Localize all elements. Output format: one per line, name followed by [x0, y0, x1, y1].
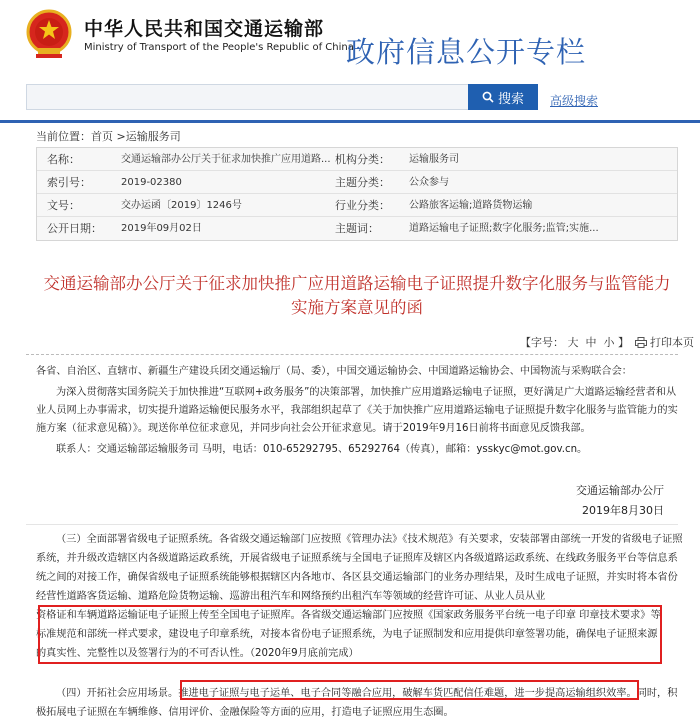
- info-value: 交通运输部办公厅关于征求加快推广应用道路...: [121, 154, 331, 165]
- breadcrumb-home[interactable]: 首页: [91, 130, 113, 143]
- breadcrumb-current[interactable]: 运输服务司: [125, 130, 181, 143]
- search-button[interactable]: [468, 84, 538, 110]
- breadcrumb-prefix: 当前位置：: [36, 130, 91, 143]
- site-header: [0, 0, 700, 80]
- search-input[interactable]: [26, 84, 468, 110]
- font-size-bracket: 】: [618, 336, 629, 349]
- font-size-control: [520, 334, 629, 350]
- info-key: 文号：: [47, 199, 80, 212]
- info-value: 交办运函〔2019〕1246号: [121, 200, 242, 211]
- signature-org: 交通运输部办公厅: [576, 484, 664, 497]
- toolbar-divider: [26, 354, 678, 355]
- info-row: [37, 171, 677, 194]
- search-button-label: 搜索: [497, 91, 524, 107]
- info-key: 名称：: [47, 153, 80, 166]
- search-icon: [482, 91, 494, 103]
- info-value: 2019-02380: [121, 177, 182, 188]
- font-size-label: 【字号：: [520, 336, 564, 349]
- section-4-paragraph: （四）开拓社会应用场景。推进电子证照与电子运单、电子合同等融合应用，破解车货匹配信任难题，进一步提高运输组织效率。同时，积极拓展电子证照在车辆维修、信用评价、金融保险等方面的应用，打造电子证照应用生态圈。: [36, 688, 678, 718]
- info-key: 公开日期：: [47, 222, 102, 235]
- article-toolbar: [520, 334, 694, 350]
- info-value: 公路旅客运输;道路货物运输: [409, 200, 533, 211]
- contact-paragraph: 联系人：交通运输部运输服务司 马明，电话：010-65292795、65292764（传真），邮箱：ysskyc@mot.gov.cn。: [56, 444, 588, 455]
- info-value: 2019年09月02日: [121, 223, 202, 234]
- signature-date: 2019年8月30日: [582, 504, 664, 517]
- search-bar: [0, 80, 700, 118]
- info-value: 运输服务司: [409, 154, 459, 165]
- info-row: [37, 194, 677, 217]
- ministry-name-cn: 中华人民共和国交通运输部: [84, 18, 325, 40]
- font-size-small[interactable]: 小: [603, 336, 615, 349]
- document-title: 交通运输部办公厅关于征求加快推广应用道路运输电子证照提升数字化服务与监管能力实施方案意见的函: [43, 274, 671, 317]
- info-key: 索引号：: [47, 176, 91, 189]
- breadcrumb: [36, 128, 181, 144]
- breadcrumb-separator: >: [113, 130, 126, 143]
- highlight-box: [38, 605, 662, 664]
- print-button[interactable]: [635, 334, 694, 350]
- section-3-highlighted-paragraph: 资格证和车辆道路运输证电子证照上传至全国电子证照库。各省级交通运输部门应按照《国家政务服务平台统一电子印章 印章技术要求》等标准规范和部统一样式要求，建设电子印章系统，对接本省份电子证照系统，为电子证照制发和应用提供印章签署功能，确保电子证照来源的真实性、完整性以及签署行为的不可否认性。（2020年9月底前完成）: [36, 610, 661, 659]
- info-value: 道路运输电子证照;数字化服务;监管;实施...: [409, 223, 599, 234]
- advanced-search-link[interactable]: 高级搜索: [550, 94, 599, 108]
- info-key: 主题词：: [335, 222, 379, 235]
- section-3-paragraph: （三）全面部署省级电子证照系统。各省级交通运输部门应按照《管理办法》《技术规范》有关要求，安装部署由部统一开发的省级电子证照系统，并升级改造辖区内各级道路运政系统，开展省级电子证照系统与全国电子证照库及辖区内各级道路运政系统、在线政务服务平台等信息系统之间的对接工作，确保省级电子证照系统能够根据辖区内各地市、各区县交通运输部门的业务办理结果，及时生成电子证照，并实时将本省份经营性道路客货运输、道路危险货物运输、巡游出租汽车和网络预约出租汽车等领域的经营许可证、从业人员从业: [36, 534, 683, 602]
- info-value: 公众参与: [409, 177, 449, 188]
- info-key: 机构分类：: [335, 153, 390, 166]
- info-key: 行业分类：: [335, 199, 390, 212]
- highlight-box: [180, 680, 639, 700]
- header-divider: [0, 120, 700, 123]
- info-row: [37, 217, 677, 240]
- ministry-name-en: Ministry of Transport of the People's Republic of China: [84, 42, 354, 53]
- printer-icon: [635, 337, 647, 348]
- national-emblem-icon: [26, 8, 72, 60]
- document-info-table: [36, 147, 678, 241]
- section-divider: [26, 524, 678, 525]
- print-label: 打印本页: [650, 336, 694, 349]
- body-paragraph: 为深入贯彻落实国务院关于加快推进“互联网+政务服务”的决策部署，加快推广应用道路运输电子证照，更好满足广大道路运输经营者和从业人员网上办事需求，切实提升道路运输便民服务水平，我部组织起草了《关于加快推广应用道路运输电子证照提升数字化服务与监管能力的实施方案（征求意见稿）》。现送你单位征求意见，并同步向社会公开征求意见。请于2019年9月16日前将书面意见反馈我部。: [36, 387, 678, 434]
- section-title: 政府信息公开专栏: [346, 35, 587, 69]
- font-size-large[interactable]: 大: [567, 336, 579, 349]
- font-size-medium[interactable]: 中: [585, 336, 597, 349]
- addressee-paragraph: 各省、自治区、直辖市、新疆生产建设兵团交通运输厅（局、委），中国交通运输协会、中国道路运输协会、中国物流与采购联合会：: [36, 366, 632, 377]
- info-key: 主题分类：: [335, 176, 390, 189]
- info-row: [37, 148, 677, 171]
